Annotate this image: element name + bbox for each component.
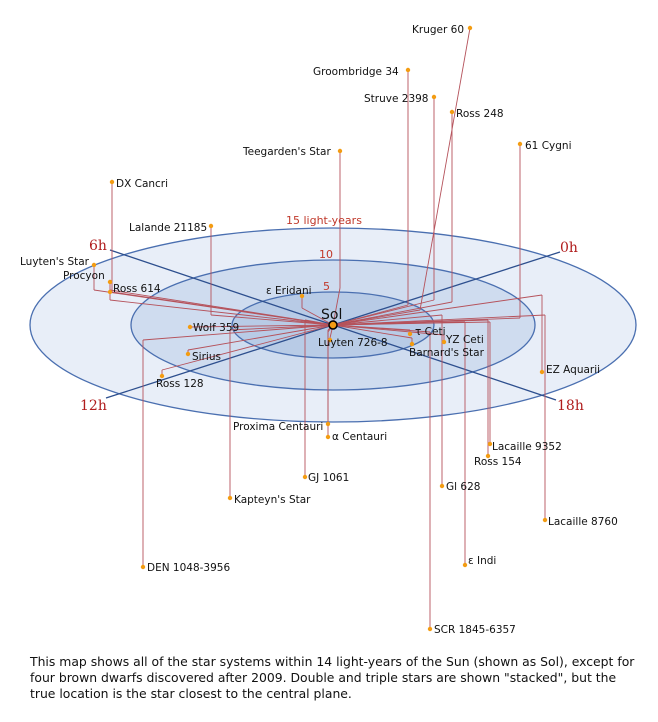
star-label-dx-cancri: DX Cancri — [116, 178, 169, 190]
star-label-sirius: Sirius — [192, 351, 221, 363]
star-label-kruger-60: Kruger 60 — [412, 24, 464, 36]
star-label-epsilon-indi: ε Indi — [468, 555, 497, 567]
marker-kruger-60 — [468, 26, 472, 30]
star-label-ross-248: Ross 248 — [456, 108, 504, 120]
marker-alpha-centauri — [326, 435, 330, 439]
marker-61-cygni — [518, 142, 522, 146]
star-label-lacaille-8760: Lacaille 8760 — [548, 516, 618, 528]
star-label-barnards-star: Barnard's Star — [409, 347, 484, 359]
marker-luytens-star — [92, 263, 96, 267]
marker-ross-614 — [108, 290, 112, 294]
star-label-ross-128: Ross 128 — [156, 378, 204, 390]
ring-label-15: 15 light-years — [286, 214, 362, 227]
star-label-tau-ceti: τ Ceti — [415, 326, 446, 338]
ring-label-10: 10 — [319, 248, 333, 261]
sol-label: Sol — [321, 307, 343, 323]
star-label-lacaille-9352: Lacaille 9352 — [492, 441, 562, 453]
star-label-luytens-star: Luyten's Star — [20, 256, 89, 268]
star-label-groombridge-34: Groombridge 34 — [313, 66, 399, 78]
marker-procyon — [108, 280, 112, 284]
star-label-lalande-21185: Lalande 21185 — [129, 222, 208, 234]
marker-kapteyns-star — [228, 496, 232, 500]
star-label-kapteyns-star: Kapteyn's Star — [234, 494, 311, 506]
marker-sirius — [186, 352, 190, 356]
marker-gl-628 — [440, 484, 444, 488]
marker-epsilon-indi — [463, 563, 467, 567]
marker-tau-ceti — [408, 332, 412, 336]
marker-teegardens-star — [338, 149, 342, 153]
marker-scr-1845-6357 — [428, 627, 432, 631]
marker-groombridge-34 — [406, 68, 410, 72]
map-caption: This map shows all of the star systems within 14 light-years of the Sun (shown as Sol), except for four brown dwarfs discovered after 2009. Double and triple stars are shown "stacked", but the true location is the star closest to the central plane. — [30, 654, 635, 701]
star-label-luyten-726-8: Luyten 726-8 — [318, 337, 388, 349]
hour-label-12h: 12h — [80, 398, 107, 414]
star-label-ross-154: Ross 154 — [474, 456, 522, 468]
marker-struve-2398 — [432, 95, 436, 99]
hour-label-18h: 18h — [557, 398, 584, 414]
marker-proxima-centauri — [326, 422, 330, 426]
star-label-ross-614: Ross 614 — [113, 283, 161, 295]
star-label-gl-628: Gl 628 — [446, 481, 481, 493]
star-label-wolf-359: Wolf 359 — [193, 322, 240, 334]
star-label-den-1048-3956: DEN 1048-3956 — [147, 562, 231, 574]
star-label-epsilon-eridani: ε Eridani — [266, 285, 312, 297]
marker-barnards-star — [410, 342, 414, 346]
star-label-procyon: Procyon — [63, 270, 105, 282]
hour-label-6h: 6h — [89, 238, 107, 254]
marker-lalande-21185 — [209, 224, 213, 228]
marker-wolf-359 — [188, 325, 192, 329]
star-label-gj-1061: GJ 1061 — [308, 472, 350, 484]
marker-lacaille-8760 — [543, 518, 547, 522]
star-label-teegardens-star: Teegarden's Star — [243, 146, 331, 158]
star-label-scr-1845-6357: SCR 1845-6357 — [434, 624, 516, 636]
star-label-proxima-centauri: Proxima Centauri — [233, 421, 324, 433]
marker-den-1048-3956 — [141, 565, 145, 569]
star-label-ez-aquarii: EZ Aquarii — [546, 364, 601, 376]
star-label-61-cygni: 61 Cygni — [525, 140, 572, 152]
hour-label-0h: 0h — [560, 240, 578, 256]
marker-dx-cancri — [110, 180, 114, 184]
star-label-alpha-centauri: α Centauri — [332, 431, 388, 443]
star-label-yz-ceti: YZ Ceti — [446, 334, 484, 346]
marker-ez-aquarii — [540, 370, 544, 374]
ring-label-5: 5 — [323, 280, 330, 293]
marker-ross-248 — [450, 110, 454, 114]
marker-gj-1061 — [303, 475, 307, 479]
star-label-struve-2398: Struve 2398 — [364, 93, 429, 105]
